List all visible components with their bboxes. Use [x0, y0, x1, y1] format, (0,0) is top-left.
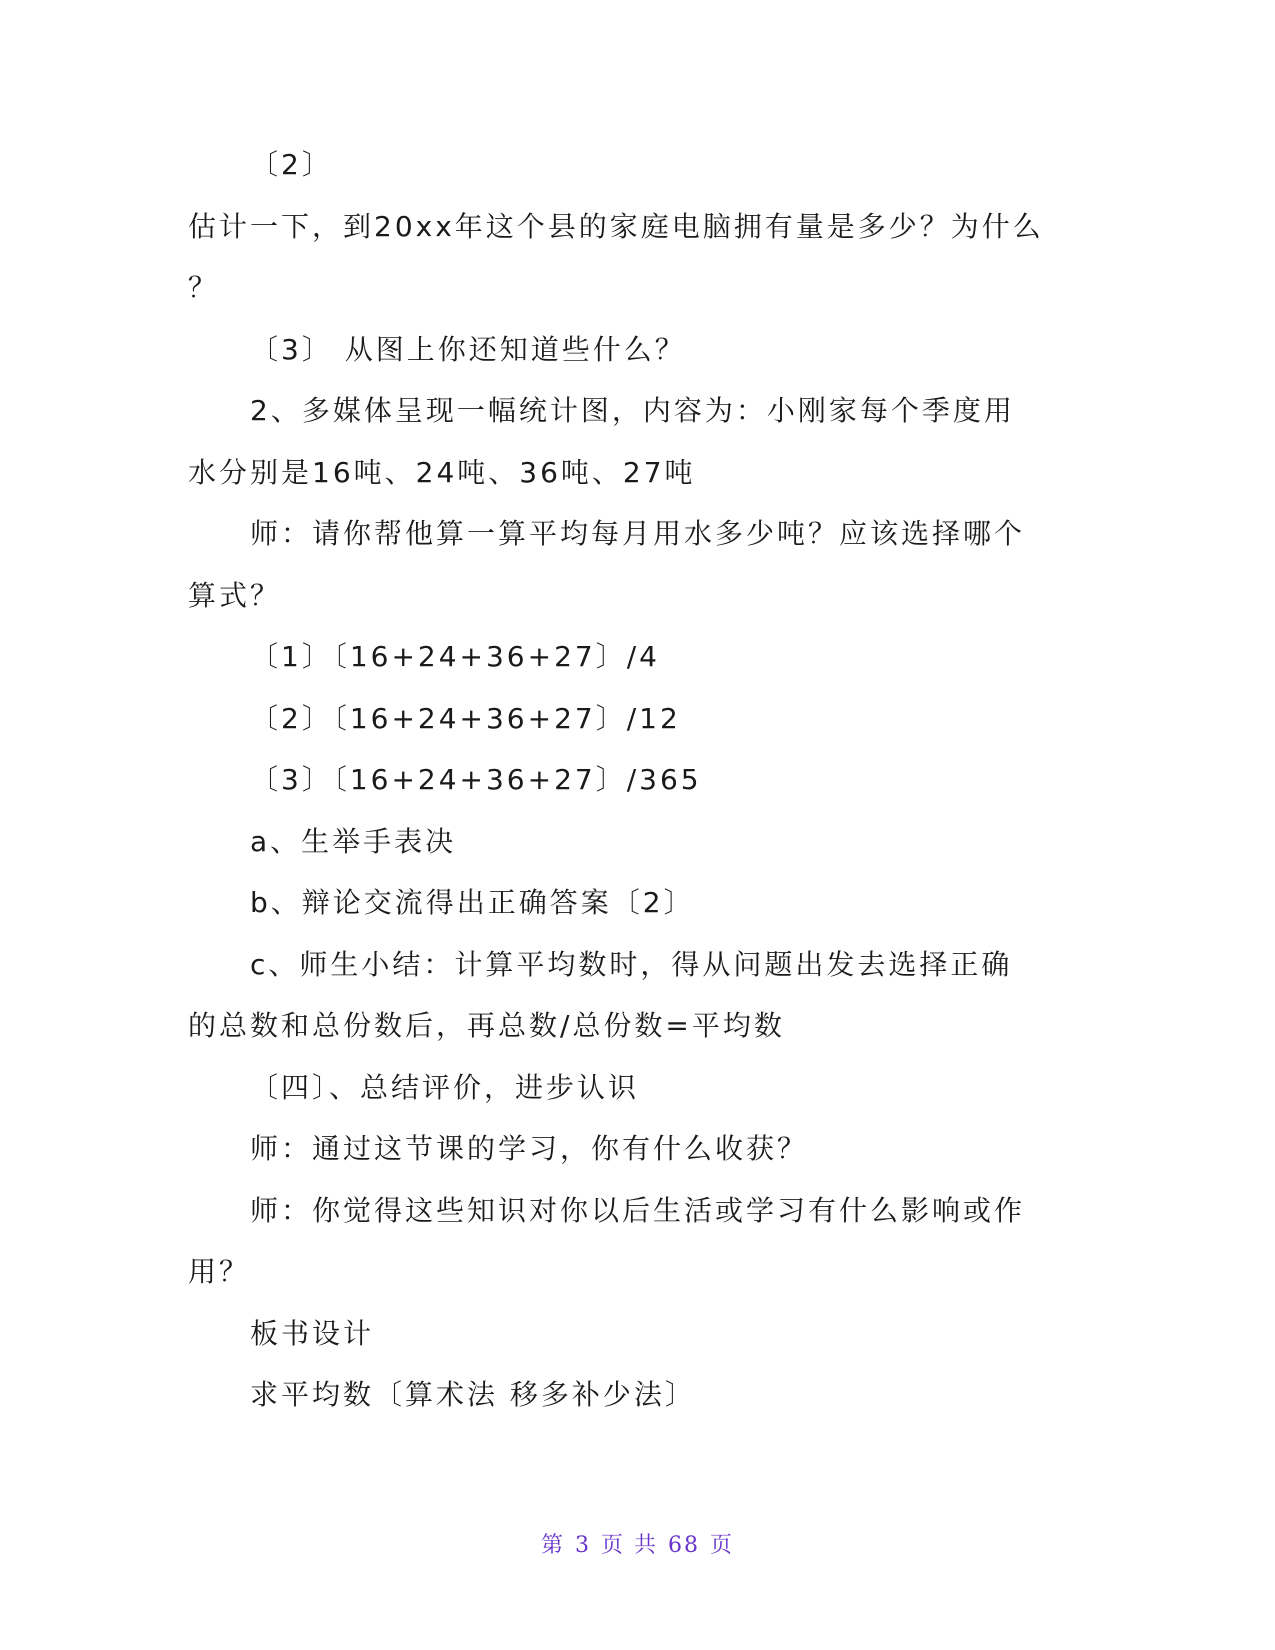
text-line: 板书设计	[250, 1317, 375, 1350]
text-line: 〔3〕 从图上你还知道些什么？	[250, 333, 686, 366]
text-line: ？	[188, 271, 220, 304]
text-line: 师：通过这节课的学习，你有什么收获？	[250, 1132, 809, 1165]
text-line: b、辩论交流得出正确答案〔2〕	[250, 886, 695, 919]
text-line: 〔2〕〔16+24+36+27〕/12	[250, 702, 681, 735]
page-footer	[0, 1528, 1275, 1559]
text-line: 师：你觉得这些知识对你以后生活或学习有什么影响或作	[250, 1194, 1026, 1227]
text-line: 〔2〕	[250, 148, 333, 181]
footer-suffix: 页	[710, 1533, 735, 1558]
text-line: 的总数和总份数后，再总数/总份数=平均数	[188, 1009, 785, 1042]
text-line: 用？	[188, 1255, 251, 1288]
text-line: c、师生小结：计算平均数时，得从问题出发去选择正确	[250, 948, 1013, 981]
text-line: 〔四〕、总结评价，进步认识	[250, 1071, 640, 1104]
footer-middle: 页 共	[601, 1533, 658, 1558]
text-line: 〔3〕〔16+24+36+27〕/365	[250, 763, 702, 796]
text-line: 水分别是16吨、24吨、36吨、27吨	[188, 456, 696, 489]
footer-prefix: 第	[540, 1533, 565, 1558]
text-line: 求平均数〔算术法 移多补少法〕	[250, 1378, 696, 1411]
text-line: 师：请你帮他算一算平均每月用水多少吨？应该选择哪个	[250, 517, 1026, 550]
text-line: 2、多媒体呈现一幅统计图，内容为：小刚家每个季度用	[250, 394, 1015, 427]
footer-page-number: 3	[575, 1533, 591, 1558]
footer-total-pages: 68	[668, 1533, 700, 1558]
text-line: a、生举手表决	[250, 825, 457, 858]
text-line: 算式？	[188, 579, 282, 612]
text-line: 估计一下，到20xx年这个县的家庭电脑拥有量是多少？为什么	[188, 210, 1044, 243]
text-line: 〔1〕〔16+24+36+27〕/4	[250, 640, 660, 673]
